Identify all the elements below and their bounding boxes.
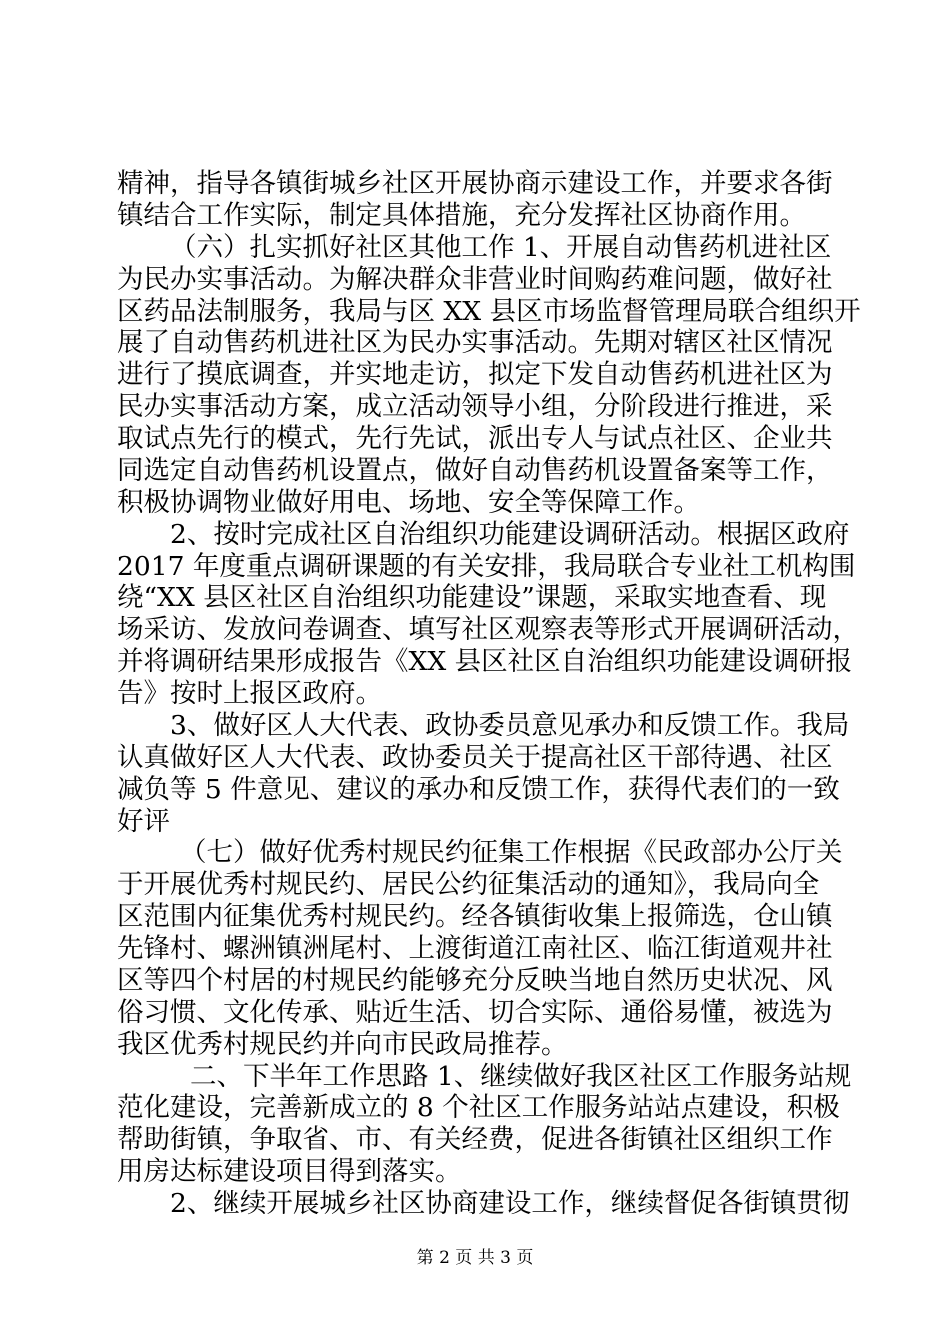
text-line: 民办实事活动方案，成立活动领导小组，分阶段进行推进，采 xyxy=(117,391,833,423)
text-line: 俗习惯、文化传承、贴近生活、切合实际、通俗易懂，被选为 xyxy=(117,996,833,1028)
text-line: 2、按时完成社区自治组织功能建设调研活动。根据区政府 xyxy=(170,518,850,550)
text-line: 范化建设，完善新成立的 8 个社区工作服务站站点建设，积极 xyxy=(117,1092,840,1124)
text-line: 于开展优秀村规民约、居民公约征集活动的通知》，我局向全 xyxy=(117,869,820,901)
text-line: 帮助街镇，争取省、市、有关经费，促进各街镇社区组织工作 xyxy=(117,1124,833,1156)
text-line: 区等四个村居的村规民约能够充分反映当地自然历史状况、风 xyxy=(117,964,833,996)
text-line: 展了自动售药机进社区为民办实事活动。先期对辖区社区情况 xyxy=(117,327,833,359)
text-line: 取试点先行的模式，先行先试，派出专人与试点社区、企业共 xyxy=(117,423,833,455)
text-line: 积极协调物业做好用电、场地、安全等保障工作。 xyxy=(117,486,700,518)
text-line: 用房达标建设项目得到落实。 xyxy=(117,1156,462,1188)
text-line: 认真做好区人大代表、政协委员关于提高社区干部待遇、社区 xyxy=(117,741,833,773)
text-line: 区药品法制服务，我局与区 XX 县区市场监督管理局联合组织开 xyxy=(117,295,861,327)
text-line: 区范围内征集优秀村规民约。经各镇街收集上报筛选，仓山镇 xyxy=(117,901,833,933)
text-line: 为民办实事活动。为解决群众非营业时间购药难问题，做好社 xyxy=(117,263,833,295)
text-line: 并将调研结果形成报告《XX 县区社区自治组织功能建设调研报 xyxy=(117,646,853,678)
text-line: （七）做好优秀村规民约征集工作根据《民政部办公厅关 xyxy=(180,837,843,869)
text-line: 同选定自动售药机设置点，做好自动售药机设置备案等工作， xyxy=(117,454,833,486)
text-line: 2017 年度重点调研课题的有关安排，我局联合专业社工机构围 xyxy=(117,550,856,582)
text-line: 镇结合工作实际，制定具体措施，充分发挥社区协商作用。 xyxy=(117,199,806,231)
text-line: 2、继续开展城乡社区协商建设工作，继续督促各街镇贯彻 xyxy=(170,1188,850,1220)
text-line: 精神，指导各镇街城乡社区开展协商示建设工作，并要求各街 xyxy=(117,168,833,199)
text-line: 二、下半年工作思路 1、继续做好我区社区工作服务站规 xyxy=(190,1060,852,1092)
text-line: 进行了摸底调查，并实地走访，拟定下发自动售药机进社区为 xyxy=(117,359,833,391)
text-line: 绕“XX 县区社区自治组织功能建设”课题，采取实地查看、现 xyxy=(117,582,827,614)
text-line: （六）扎实抓好社区其他工作 1、开展自动售药机进社区 xyxy=(170,231,832,263)
text-line: 先锋村、螺洲镇洲尾村、上渡街道江南社区、临江街道观井社 xyxy=(117,933,833,965)
text-line: 我区优秀村规民约并向市民政局推荐。 xyxy=(117,1028,568,1060)
text-line: 场采访、发放问卷调查、填写社区观察表等形式开展调研活动， xyxy=(117,614,859,646)
page-footer: 第 2 页 共 3 页 xyxy=(416,1248,534,1268)
text-line: 减负等 5 件意见、建议的承办和反馈工作，获得代表们的一致 xyxy=(117,773,840,805)
text-line: 好评 xyxy=(117,805,170,837)
text-line: 3、做好区人大代表、政协委员意见承办和反馈工作。我局 xyxy=(170,709,850,741)
text-line: 告》按时上报区政府。 xyxy=(117,678,382,710)
